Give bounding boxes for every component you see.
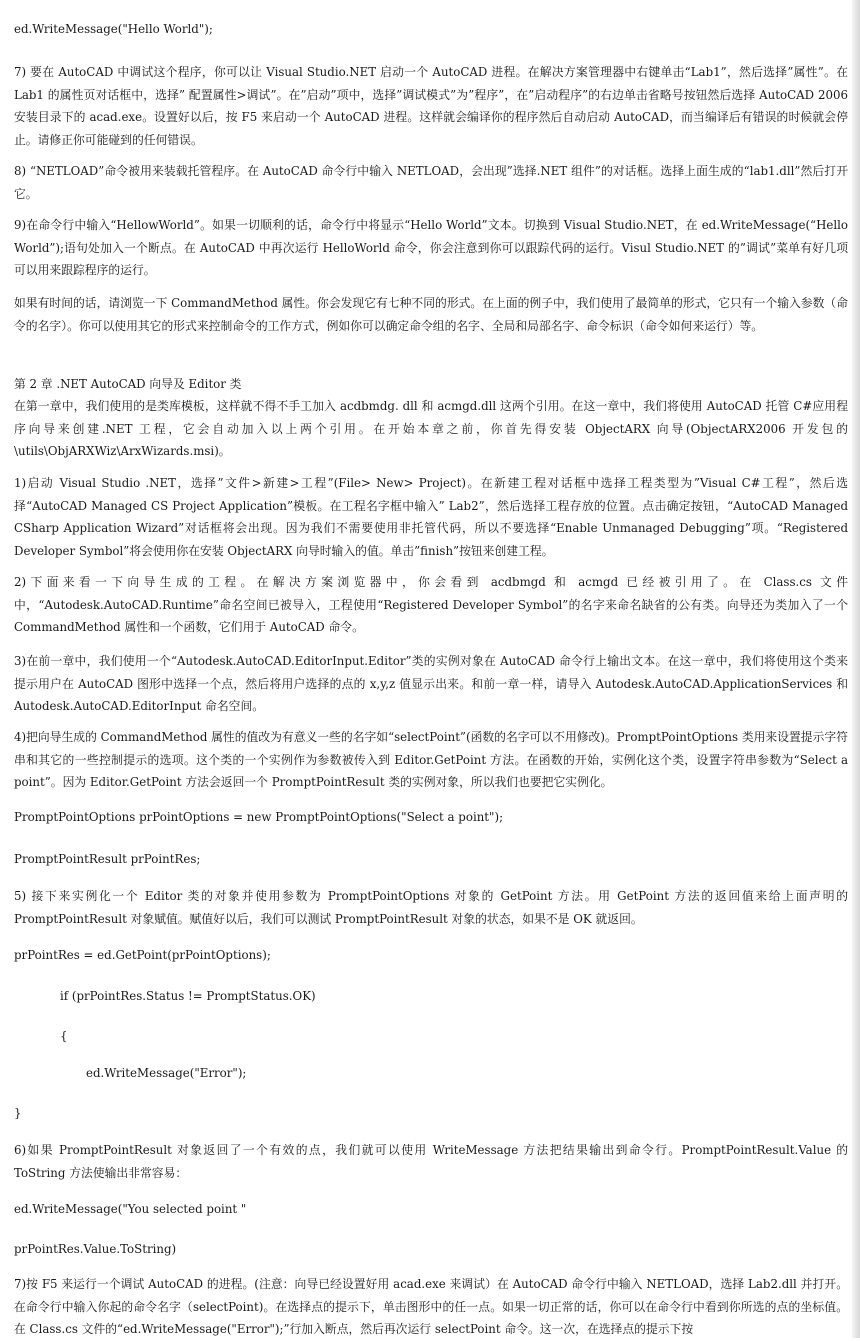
paragraph-ch2-step-1: 1)启动 Visual Studio .NET，选择”文件>新建>工程”(File> New> Project)。在新建工程对话框中选择工程类型为”Visual C#工程”，然后选择“AutoCAD Managed CS Project Application”模板。在工程名字框中输入” Lab2”，然后选择工程存放的位置。点击确定按钮，“AutoCAD Managed CSharp Application Wizard”对话框将会出现。因为我们不需要使用非托管代码，所以不要选择“Enable Unmanaged Debugging”项。“Registered Developer Symbol”将会使用你在安装 ObjectARX 向导时输入的值。单击”finish”按钮来创建工程。 bbox=[14, 476, 848, 558]
paragraph-step-8-netload: 8) “NETLOAD”命令被用来装载托管程序。在 AutoCAD 命令行中输入 NETLOAD，会出现”选择.NET 组件”的对话框。选择上面生成的“lab1.dll”然后打开它。 bbox=[14, 164, 848, 201]
paragraph-ch2-step-6: 6)如果 PromptPointResult 对象返回了一个有效的点，我们就可以使用 WriteMessage 方法把结果输出到命令行。PromptPointResult.Value 的 ToString 方法使输出非常容易： bbox=[14, 1143, 848, 1180]
code-line-prompt-point-result: PromptPointResult prPointRes; bbox=[14, 852, 201, 866]
code-line-value-tostring: prPointRes.Value.ToString) bbox=[14, 1242, 177, 1256]
code-line-hello-world: ed.WriteMessage("Hello World"); bbox=[14, 22, 213, 36]
paragraph-ch2-step-4: 4)把向导生成的 CommandMethod 属性的值改为有意义一些的名字如“selectPoint”(函数的名字可以不用修改)。PromptPointOptions 类用来设置提示字符串和其它的一些控制提示的选项。这个类的一个实例作为参数被传入到 Editor.GetPoint 方法。在函数的开始，实例化这个类，设置字符串参数为“Select a point”。因为 Editor.GetPoint 方法会返回一个 PromptPointResult 类的实例对象，所以我们也要把它实例化。 bbox=[14, 730, 848, 789]
code-line-get-point: prPointRes = ed.GetPoint(prPointOptions); bbox=[14, 948, 271, 962]
paragraph-ch2-step-3: 3)在前一章中，我们使用一个“Autodesk.AutoCAD.EditorInput.Editor”类的实例对象在 AutoCAD 命令行上输出文本。在这一章中，我们将使用这个类来提示用户在 AutoCAD 图形中选择一个点，然后将用户选择的点的 x,y,z 值显示出来。和前一章一样，请导入 Autodesk.AutoCAD.ApplicationServices 和 Autodesk.AutoCAD.EditorInput 命名空间。 bbox=[14, 654, 848, 713]
code-line-close-brace: } bbox=[14, 1106, 22, 1120]
paragraph-commandmethod-note: 如果有时间的话，请浏览一下 CommandMethod 属性。你会发现它有七种不同的形式。在上面的例子中，我们使用了最简单的形式，它只有一个输入参数（命令的名字）。你可以使用其它的形式来控制命令的工作方式，例如你可以确定命令组的名字、全局和局部名字、命令标识（命令如何来运行）等。 bbox=[14, 296, 848, 333]
chapter-2-heading: 第 2 章 .NET AutoCAD 向导及 Editor 类 bbox=[14, 377, 242, 391]
paragraph-step-7-debug: 7) 要在 AutoCAD 中调试这个程序，你可以让 Visual Studio.NET 启动一个 AutoCAD 进程。在解决方案管理器中右键单击“Lab1”，然后选择”属性”。在 Lab1 的属性页对话框中，选择” 配置属性>调试”。在”启动”项中，选择”调试模式”为”程序”，在”启动程序”的右边单击省略号按钮然后选择 AutoCAD 2006 安装目录下的 acad.exe。设置好以后，按 F5 来启动一个 AutoCAD 进程。这样就会编译你的程序然后自动启动 AutoCAD，而当编译后有错误的时候就会停止。请修正你可能碰到的任何错误。 bbox=[14, 65, 848, 147]
code-line-if-status: if (prPointRes.Status != PromptStatus.OK) bbox=[60, 989, 316, 1003]
code-line-prompt-point-options: PromptPointOptions prPointOptions = new PromptPointOptions("Select a point"); bbox=[14, 810, 504, 824]
page-edge-shadow bbox=[852, 0, 860, 1338]
code-line-you-selected: ed.WriteMessage("You selected point " bbox=[14, 1202, 247, 1216]
paragraph-step-9-helloworld: 9)在命令行中输入“HellowWorld”。如果一切顺利的话，命令行中将显示“Hello World”文本。切换到 Visual Studio.NET，在 ed.WriteMessage(“Hello World”);语句处加入一个断点。在 AutoCAD 中再次运行 HelloWorld 命令，你会注意到你可以跟踪代码的运行。Visul Studio.NET 的”调试”菜单有好几项可以用来跟踪程序的运行。 bbox=[14, 218, 848, 277]
paragraph-chapter-2-intro: 在第一章中，我们使用的是类库模板，这样就不得不手工加入 acdbmdg. dll 和 acmgd.dll 这两个引用。在这一章中，我们将使用 AutoCAD 托管 C#应用程序向导来创建.NET 工程，它会自动加入以上两个引用。在开始本章之前，你首先得安装 ObjectARX 向导(ObjectARX2006 开发包的\utils\ObjARXWiz\ArxWizards.msi)。 bbox=[14, 399, 848, 458]
paragraph-ch2-step-7: 7)按 F5 来运行一个调试 AutoCAD 的进程。(注意：向导已经设置好用 acad.exe 来调试）在 AutoCAD 命令行中输入 NETLOAD，选择 Lab2.dll 并打开。在命令行中输入你起的命令名字（selectPoint)。在选择点的提示下，单击图形中的任一点。如果一切正常的话，你可以在命令行中看到你所选的点的坐标值。在 Class.cs 文件的“ed.WriteMessage("Error");”行加入断点，然后再次运行 selectPoint 命令。这一次，在选择点的提示下按 bbox=[14, 1277, 848, 1336]
paragraph-ch2-step-5: 5) 接下来实例化一个 Editor 类的对象并使用参数为 PromptPointOptions 对象的 GetPoint 方法。用 GetPoint 方法的返回值来给上面声明的 PromptPointResult 对象赋值。赋值好以后，我们可以测试 PromptPointResult 对象的状态，如果不是 OK 就返回。 bbox=[14, 889, 848, 926]
code-line-open-brace: { bbox=[60, 1029, 68, 1043]
paragraph-ch2-step-2: 2)下面来看一下向导生成的工程。在解决方案浏览器中，你会看到 acdbmgd 和 acmgd 已经被引用了。在 Class.cs 文件中，“Autodesk.AutoCAD.Runtime”命名空间已被导入，工程使用“Registered Developer Symbol”的名字来命名缺省的公有类。向导还为类加入了一个 CommandMethod 属性和一个函数，它们用于 AutoCAD 命令。 bbox=[14, 575, 848, 634]
code-line-write-error: ed.WriteMessage("Error"); bbox=[86, 1066, 247, 1080]
